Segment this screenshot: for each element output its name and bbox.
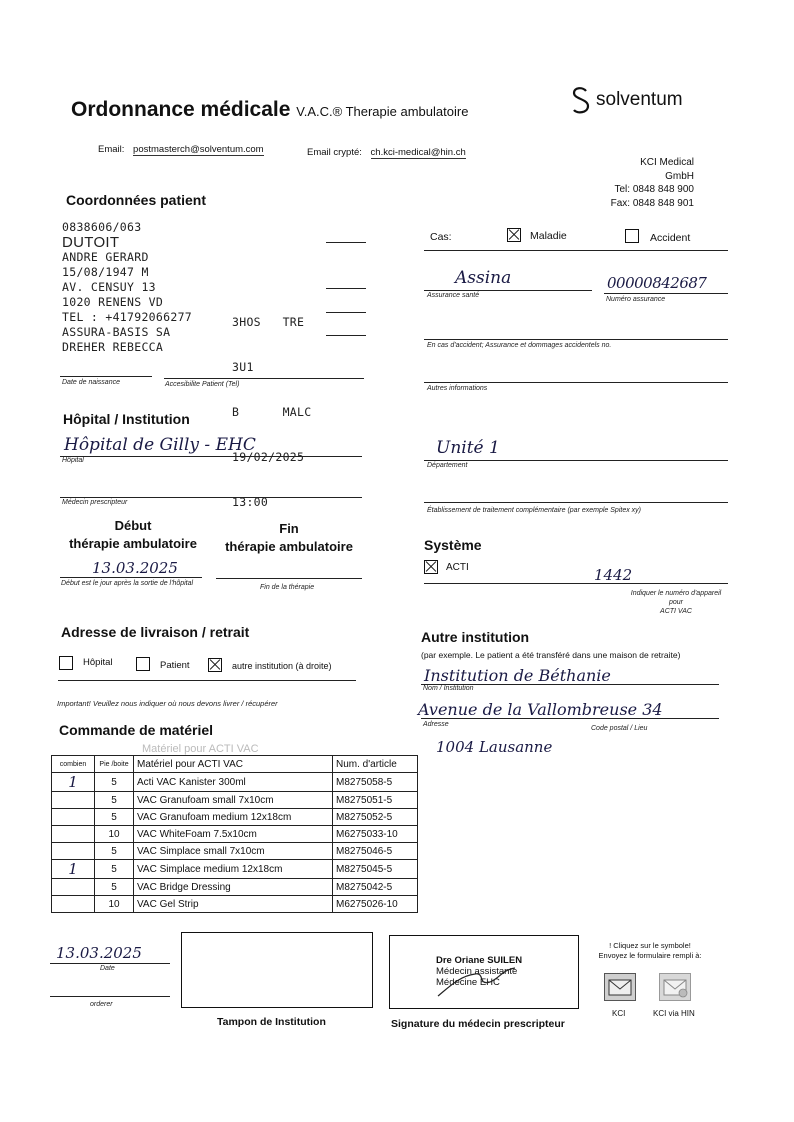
email-link[interactable]: postmasterch@solventum.com: [133, 144, 264, 155]
table-row: [52, 792, 418, 809]
material-cell: VAC Bridge Dressing: [134, 879, 333, 896]
signature-box[interactable]: [389, 935, 579, 1009]
other-institution-label: autre institution (à droite): [232, 661, 332, 671]
pack-cell: 5: [95, 879, 134, 896]
department-caption: Département: [427, 462, 468, 469]
table-row: [52, 860, 418, 879]
patient-label-line: AV. CENSUY 13: [62, 280, 156, 294]
qty-cell[interactable]: [52, 792, 95, 809]
kci-hin-label: KCI via HIN: [653, 1009, 695, 1018]
brand-logo: [569, 85, 683, 115]
article-cell: M8275042-5: [333, 879, 418, 896]
accident-insurance-caption: En cas d'accident; Assurance et dommages accidentels no.: [427, 342, 612, 349]
qty-cell[interactable]: [52, 826, 95, 843]
postal-caption: Code postal / Lieu: [591, 725, 648, 732]
order-faded-text: Matériel pour ACTI VAC: [142, 743, 259, 755]
device-caption-line: ACTI VAC: [660, 608, 692, 615]
pack-cell: 5: [95, 843, 134, 860]
pack-cell: 5: [95, 773, 134, 792]
click-note: ! Cliquez sur le symbole!: [609, 941, 691, 950]
envelope-hin-icon: [660, 974, 690, 1000]
maladie-checkbox[interactable]: [507, 228, 521, 242]
header-cell: Num. d'article: [333, 756, 418, 773]
table-row: [52, 843, 418, 860]
document-title: [71, 98, 468, 122]
material-cell: Acti VAC Kanister 300ml: [134, 773, 333, 792]
patient-delivery-label: Patient: [160, 660, 190, 671]
signature-stamp-line: Médecine EHC: [436, 977, 500, 988]
header-cell: Matériel pour ACTI VAC: [134, 756, 333, 773]
hospital-section-title: Hôpital / Institution: [63, 411, 190, 427]
case-label: Cas:: [430, 231, 452, 243]
table-row: [52, 826, 418, 843]
other-institution-note: (par exemple. Le patient a été transféré dans une maison de retraite): [421, 650, 681, 660]
patient-label-right-line: 3U1: [232, 360, 254, 374]
department-value: Unité 1: [436, 438, 500, 458]
patient-label-line: TEL : +41792066277: [62, 310, 193, 324]
article-cell: M8275052-5: [333, 809, 418, 826]
material-table: [51, 755, 418, 913]
patient-label-line: DREHER REBECCA: [62, 340, 164, 354]
material-cell: VAC Granufoam medium 12x18cm: [134, 809, 333, 826]
send-kci-hin-button[interactable]: [659, 973, 691, 1001]
envelope-icon: [605, 974, 635, 1000]
article-cell: M6275026-10: [333, 896, 418, 913]
material-cell: VAC Simplace small 7x10cm: [134, 843, 333, 860]
send-kci-button[interactable]: [604, 973, 636, 1001]
patient-label-line: ANDRE GERARD: [62, 250, 149, 264]
header-cell: Pie /boite: [95, 756, 134, 773]
qty-cell[interactable]: [52, 843, 95, 860]
header-cell: combien: [52, 756, 95, 773]
pack-cell: 5: [95, 860, 134, 879]
device-caption: [626, 589, 726, 616]
patient-label-right-line: 19/02/2025: [232, 450, 305, 464]
order-date-value: 13.03.2025: [56, 944, 142, 962]
patient-section-title: Coordonnées patient: [66, 192, 207, 208]
company-tel: Tel: 0848 848 900: [614, 184, 694, 195]
start-title-line: Début: [114, 518, 152, 533]
email-label: Email:: [98, 144, 125, 155]
acti-checkbox[interactable]: [424, 560, 438, 574]
title-main: Ordonnance médicale: [71, 98, 291, 121]
access-caption: Accesibilite Patient (Tel): [165, 381, 240, 388]
pack-cell: 10: [95, 826, 134, 843]
patient-label-right-line: 13:00: [232, 495, 269, 509]
start-date-value: 13.03.2025: [92, 559, 178, 577]
start-title-line: thérapie ambulatoire: [69, 536, 197, 551]
company-fax: Fax: 0848 848 901: [610, 197, 694, 209]
table-header-row: [52, 756, 418, 773]
establishment-caption: Établissement de traitement complémentaire (par exemple Spitex xy): [427, 507, 641, 514]
send-instructions: [590, 941, 710, 961]
pack-cell: 5: [95, 809, 134, 826]
qty-cell[interactable]: [52, 879, 95, 896]
brand-name: solventum: [596, 89, 683, 110]
table-row: [52, 879, 418, 896]
end-therapy-title: [216, 520, 362, 556]
insurance-number-value: 00000842687: [607, 274, 707, 292]
patient-label-sticker: [62, 220, 192, 355]
article-cell: M8275058-5: [333, 773, 418, 792]
company-info: [610, 156, 694, 210]
signature-label: Signature du médecin prescripteur: [391, 1018, 565, 1030]
insurance-number-caption: Numéro assurance: [606, 296, 666, 303]
material-cell: VAC Granufoam small 7x10cm: [134, 792, 333, 809]
pack-cell: 5: [95, 792, 134, 809]
insurance-value: Assina: [455, 268, 512, 288]
table-row: [52, 896, 418, 913]
orderer-caption: orderer: [90, 1001, 113, 1008]
address-caption: Adresse: [423, 721, 449, 728]
hospital-delivery-checkbox[interactable]: [59, 656, 73, 670]
material-cell: VAC WhiteFoam 7.5x10cm: [134, 826, 333, 843]
other-institution-section-title: Autre institution: [421, 629, 530, 645]
doctor-caption: Médecin prescripteur: [62, 499, 128, 506]
hospital-delivery-label: Hôpital: [83, 657, 113, 668]
patient-label-line: ASSURA-BASIS SA: [62, 325, 171, 339]
qty-cell[interactable]: [52, 896, 95, 913]
patient-delivery-checkbox[interactable]: [136, 657, 150, 671]
solventum-s-icon: [569, 85, 593, 115]
table-row: [52, 773, 418, 792]
dob-caption: Date de naissance: [62, 379, 120, 386]
patient-label-right-line: 3HOS TRE: [232, 315, 305, 329]
order-section-title: Commande de matériel: [59, 722, 214, 738]
patient-label-line: 15/08/1947 M: [62, 265, 149, 279]
maladie-label: Maladie: [530, 230, 567, 242]
important-note: Important! Veuillez nous indiquer où nous devons livrer / récupérer: [57, 699, 278, 708]
system-section-title: Système: [424, 537, 482, 553]
start-caption: Début est le jour après la sortie de l'hôpital: [61, 580, 194, 587]
date-caption: Date: [100, 965, 115, 972]
institution-stamp-box[interactable]: [181, 932, 373, 1008]
pack-cell: 10: [95, 896, 134, 913]
signature-stamp-line: Dre Oriane SUILEN: [436, 955, 523, 966]
title-subtitle: V.A.C.® Therapie ambulatoire: [296, 104, 469, 119]
qty-cell[interactable]: 1: [52, 773, 95, 792]
address-value: Avenue de la Vallombreuse 34: [418, 700, 663, 719]
end-title-line: thérapie ambulatoire: [225, 539, 353, 554]
article-cell: M8275046-5: [333, 843, 418, 860]
email-crypt-link[interactable]: ch.kci-medical@hin.ch: [370, 147, 466, 158]
patient-label-name: DUTOIT: [62, 234, 120, 251]
table-row: [52, 809, 418, 826]
article-cell: M8275051-5: [333, 792, 418, 809]
end-title-line: Fin: [279, 521, 299, 536]
signature-scribble: [430, 956, 530, 1000]
postal-value: 1004 Lausanne: [436, 738, 553, 756]
company-name: KCI Medical GmbH: [640, 157, 694, 182]
patient-label-right-line: B MALC: [232, 405, 312, 419]
hospital-value: Hôpital de Gilly - EHC: [64, 435, 256, 455]
institution-name-value: Institution de Béthanie: [424, 666, 611, 685]
hospital-caption: Hôpital: [62, 457, 84, 464]
qty-cell[interactable]: 1: [52, 860, 95, 879]
kci-label: KCI: [612, 1009, 626, 1018]
material-cell: VAC Simplace medium 12x18cm: [134, 860, 333, 879]
article-cell: M6275033-10: [333, 826, 418, 843]
start-therapy-title: [62, 517, 204, 553]
send-note: Envoyez le formulaire rempli à:: [598, 951, 702, 960]
email-row: [98, 144, 264, 155]
other-institution-checkbox[interactable]: [208, 658, 222, 672]
delivery-section-title: Adresse de livraison / retrait: [61, 624, 250, 640]
insurance-caption: Assurance santé: [427, 292, 480, 299]
email-crypt-row: [307, 147, 466, 158]
institution-name-caption: Nom / Institution: [423, 685, 474, 692]
stamp-label: Tampon de Institution: [217, 1016, 326, 1028]
accident-label: Accident: [650, 232, 691, 244]
other-info-caption: Autres informations: [427, 385, 488, 392]
end-caption: Fin de la thérapie: [260, 584, 315, 591]
device-number-value: 1442: [594, 566, 633, 584]
accident-checkbox[interactable]: [625, 229, 639, 243]
patient-label-line: 1020 RENENS VD: [62, 295, 164, 309]
patient-label-line: 0838606/063: [62, 220, 142, 234]
patient-label-right: [232, 285, 311, 525]
signature-stamp-line: Médecin assistante: [436, 966, 518, 977]
qty-cell[interactable]: [52, 809, 95, 826]
device-caption-line: Indiquer le numéro d'appareil pour: [630, 590, 722, 606]
article-cell: M8275045-5: [333, 860, 418, 879]
acti-label: ACTI: [446, 562, 469, 573]
email-crypt-label: Email crypté:: [307, 147, 362, 158]
material-cell: VAC Gel Strip: [134, 896, 333, 913]
